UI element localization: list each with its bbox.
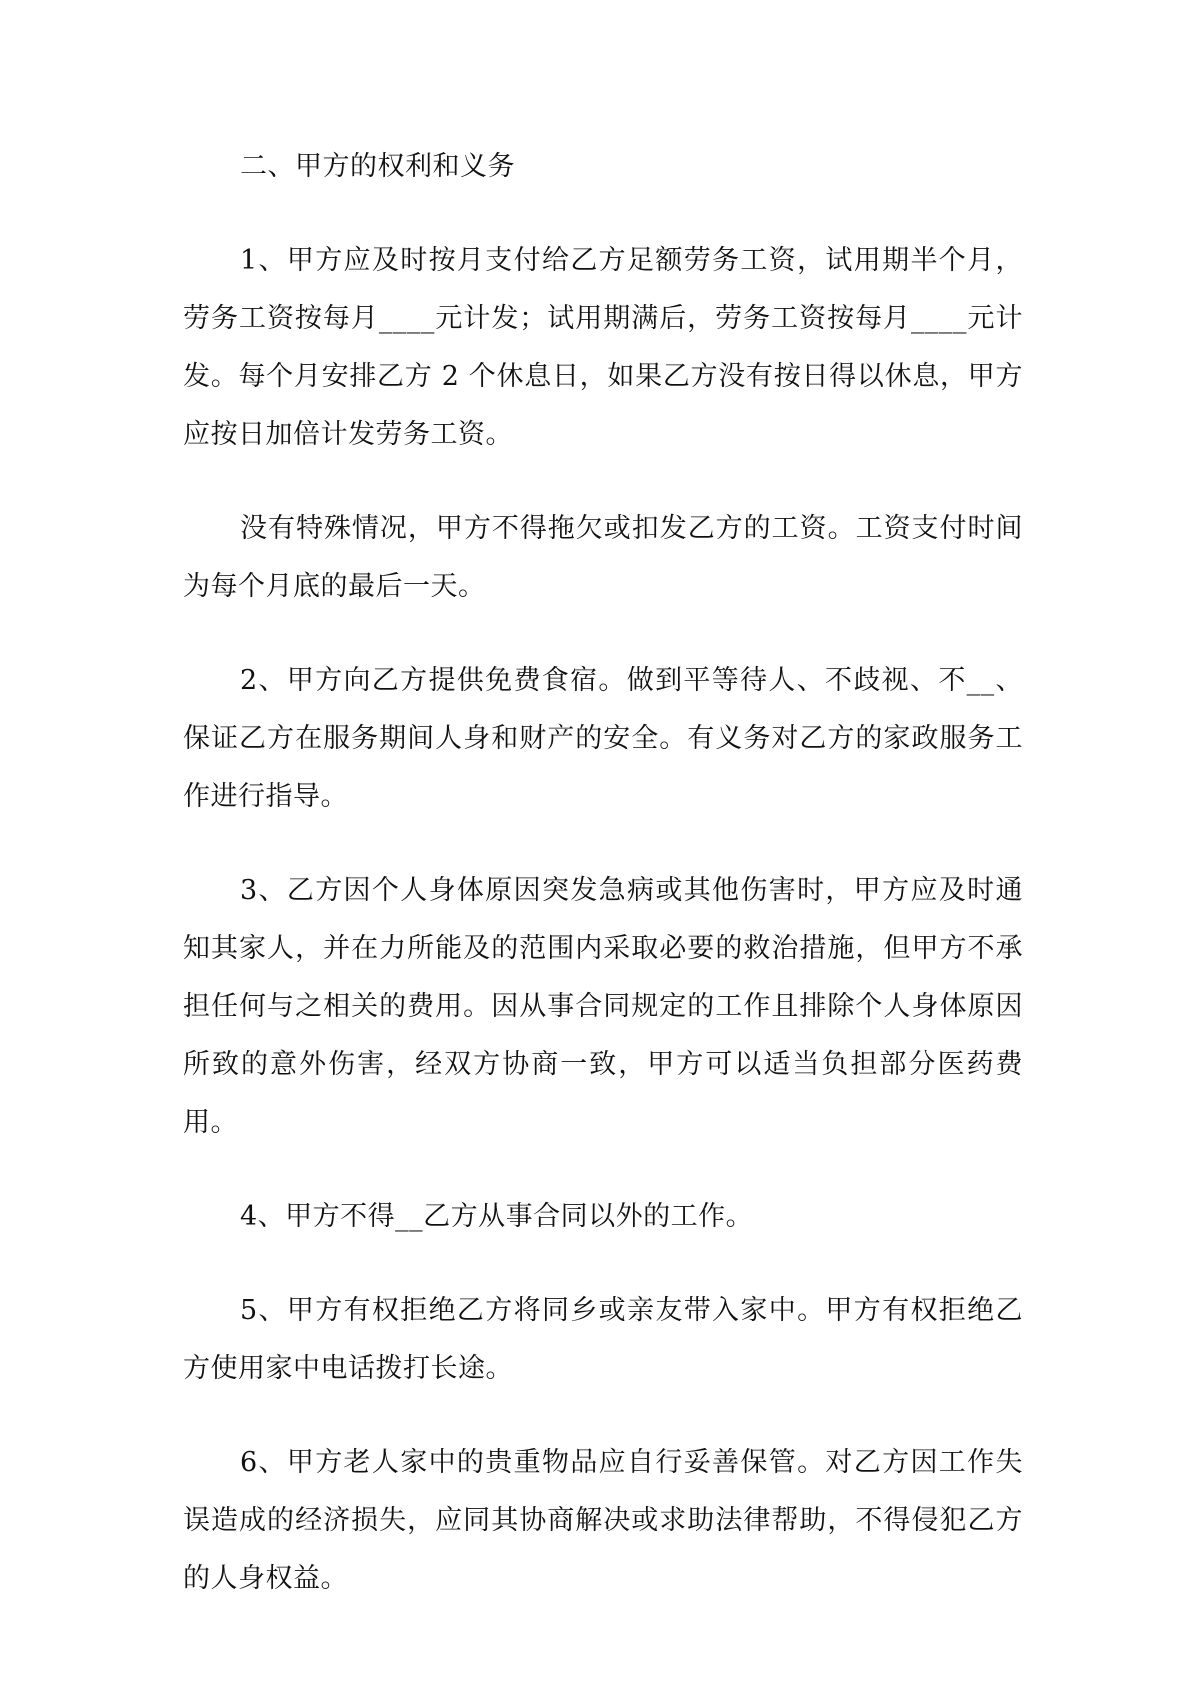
document-page — [183, 138, 1023, 1644]
paragraph-3: 3、乙方因个人身体原因突发急病或其他伤害时，甲方应及时通知其家人，并在力所能及的范围内采取必要的救治措施，但甲方不承担任何与之相关的费用。因从事合同规定的工作且排除个人身体原因所致的意外伤害，经双方协商一致，甲方可以适当负担部分医药费用。 — [183, 875, 1023, 1138]
paragraph-2: 2、甲方向乙方提供免费食宿。做到平等待人、不歧视、不__、保证乙方在服务期间人身和财产的安全。有义务对乙方的家政服务工作进行指导。 — [183, 665, 1023, 812]
paragraph-4: 4、甲方不得__乙方从事合同以外的工作。 — [240, 1201, 754, 1232]
paragraph-6: 6、甲方老人家中的贵重物品应自行妥善保管。对乙方因工作失误造成的经济损失，应同其协商解决或求助法律帮助，不得侵犯乙方的人身权益。 — [183, 1447, 1023, 1594]
section-heading: 二、甲方的权利和义务 — [240, 151, 515, 182]
paragraph-5: 5、甲方有权拒绝乙方将同乡或亲友带入家中。甲方有权拒绝乙方使用家中电话拨打长途。 — [183, 1295, 1023, 1384]
paragraph-salary-note: 没有特殊情况，甲方不得拖欠或扣发乙方的工资。工资支付时间为每个月底的最后一天。 — [183, 513, 1023, 602]
paragraph-1: 1、甲方应及时按月支付给乙方足额劳务工资，试用期半个月，劳务工资按每月____元计发；试用期满后，劳务工资按每月____元计发。每个月安排乙方 2 个休息日，如果乙方没有按日得以休息，甲方应按日加倍计发劳务工资。 — [183, 245, 1023, 450]
